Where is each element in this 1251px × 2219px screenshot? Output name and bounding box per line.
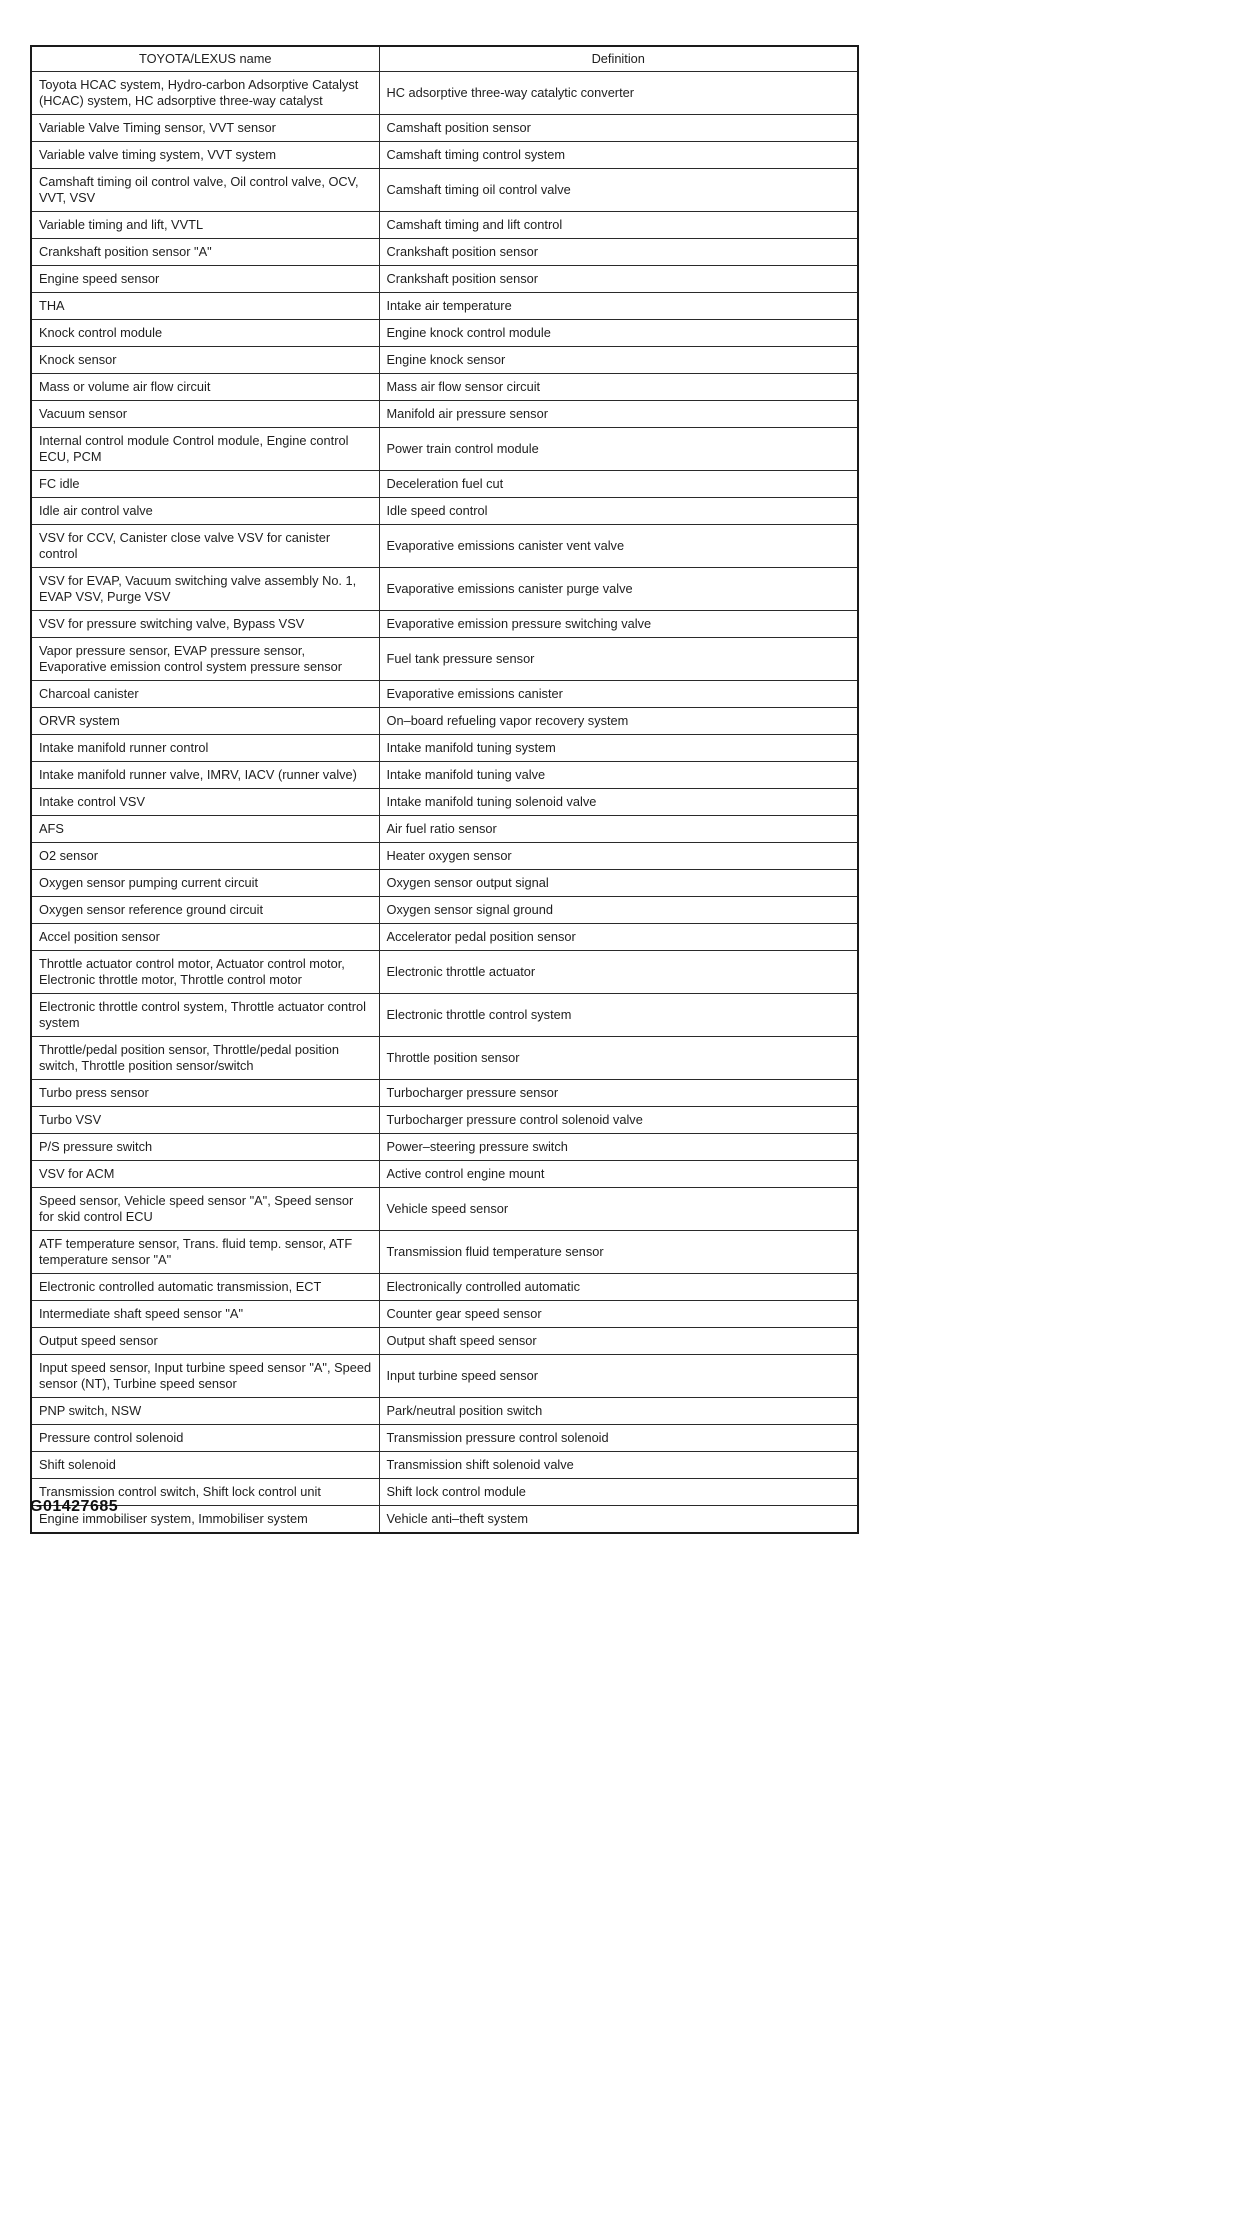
definition-cell: Electronic throttle control system (379, 994, 858, 1037)
toyota-lexus-name-cell: Camshaft timing oil control valve, Oil control valve, OCV, VVT, VSV (31, 169, 379, 212)
toyota-lexus-name-cell: ATF temperature sensor, Trans. fluid temp. sensor, ATF temperature sensor "A" (31, 1231, 379, 1274)
definition-cell: HC adsorptive three-way catalytic converter (379, 72, 858, 115)
toyota-lexus-name-cell: Mass or volume air flow circuit (31, 374, 379, 401)
table-row (31, 212, 858, 239)
table-row (31, 1107, 858, 1134)
definition-cell: Power–steering pressure switch (379, 1134, 858, 1161)
definition-cell: Mass air flow sensor circuit (379, 374, 858, 401)
definition-cell: Shift lock control module (379, 1479, 858, 1506)
definition-cell: Camshaft timing and lift control (379, 212, 858, 239)
definition-cell: Evaporative emissions canister (379, 681, 858, 708)
table-row (31, 924, 858, 951)
table-row (31, 525, 858, 568)
definition-cell: Fuel tank pressure sensor (379, 638, 858, 681)
definition-cell: Manifold air pressure sensor (379, 401, 858, 428)
toyota-lexus-name-cell: Crankshaft position sensor "A" (31, 239, 379, 266)
table-row (31, 1398, 858, 1425)
definition-cell: Crankshaft position sensor (379, 239, 858, 266)
toyota-lexus-name-cell: Pressure control solenoid (31, 1425, 379, 1452)
definition-cell: Intake manifold tuning system (379, 735, 858, 762)
table-row (31, 568, 858, 611)
toyota-lexus-name-cell: Toyota HCAC system, Hydro-carbon Adsorptive Catalyst (HCAC) system, HC adsorptive three-way catalyst (31, 72, 379, 115)
toyota-lexus-name-cell: Shift solenoid (31, 1452, 379, 1479)
definition-cell: Transmission shift solenoid valve (379, 1452, 858, 1479)
toyota-lexus-name-cell: Transmission control switch, Shift lock control unit (31, 1479, 379, 1506)
toyota-lexus-name-cell: Vapor pressure sensor, EVAP pressure sensor, Evaporative emission control system pressure sensor (31, 638, 379, 681)
toyota-lexus-name-cell: Charcoal canister (31, 681, 379, 708)
toyota-lexus-name-cell: P/S pressure switch (31, 1134, 379, 1161)
definition-cell: Camshaft position sensor (379, 115, 858, 142)
definition-cell: Deceleration fuel cut (379, 471, 858, 498)
terminology-table (30, 45, 859, 1534)
toyota-lexus-name-cell: Oxygen sensor pumping current circuit (31, 870, 379, 897)
table-row (31, 1425, 858, 1452)
table-row (31, 471, 858, 498)
table-row (31, 293, 858, 320)
definition-cell: Evaporative emissions canister purge valve (379, 568, 858, 611)
table-row (31, 611, 858, 638)
definition-cell: Turbocharger pressure control solenoid valve (379, 1107, 858, 1134)
table-header-row (31, 46, 858, 72)
toyota-lexus-name-cell: Vacuum sensor (31, 401, 379, 428)
toyota-lexus-name-cell: Speed sensor, Vehicle speed sensor "A", Speed sensor for skid control ECU (31, 1188, 379, 1231)
table-row (31, 1188, 858, 1231)
definition-cell: Oxygen sensor output signal (379, 870, 858, 897)
column-header-definition: Definition (379, 46, 858, 72)
table-row (31, 994, 858, 1037)
toyota-lexus-name-cell: ORVR system (31, 708, 379, 735)
table-row (31, 169, 858, 212)
toyota-lexus-name-cell: Output speed sensor (31, 1328, 379, 1355)
toyota-lexus-name-cell: AFS (31, 816, 379, 843)
toyota-lexus-name-cell: Accel position sensor (31, 924, 379, 951)
toyota-lexus-name-cell: THA (31, 293, 379, 320)
table-row (31, 401, 858, 428)
toyota-lexus-name-cell: VSV for ACM (31, 1161, 379, 1188)
table-row (31, 1037, 858, 1080)
table-row (31, 816, 858, 843)
definition-cell: Electronic throttle actuator (379, 951, 858, 994)
table-row (31, 681, 858, 708)
definition-cell: Air fuel ratio sensor (379, 816, 858, 843)
definition-cell: Input turbine speed sensor (379, 1355, 858, 1398)
toyota-lexus-name-cell: Turbo VSV (31, 1107, 379, 1134)
definition-cell: Vehicle anti–theft system (379, 1506, 858, 1534)
table-row (31, 1328, 858, 1355)
definition-cell: Camshaft timing oil control valve (379, 169, 858, 212)
table-row (31, 897, 858, 924)
table-row (31, 374, 858, 401)
table-row (31, 735, 858, 762)
definition-cell: Intake manifold tuning valve (379, 762, 858, 789)
toyota-lexus-name-cell: Variable Valve Timing sensor, VVT sensor (31, 115, 379, 142)
definition-cell: On–board refueling vapor recovery system (379, 708, 858, 735)
definition-cell: Turbocharger pressure sensor (379, 1080, 858, 1107)
toyota-lexus-name-cell: Intake manifold runner valve, IMRV, IACV (runner valve) (31, 762, 379, 789)
figure-id-label: G01427685 (30, 1498, 119, 1515)
toyota-lexus-name-cell: Electronic controlled automatic transmission, ECT (31, 1274, 379, 1301)
toyota-lexus-name-cell: Intermediate shaft speed sensor "A" (31, 1301, 379, 1328)
table-row (31, 72, 858, 115)
toyota-lexus-name-cell: Turbo press sensor (31, 1080, 379, 1107)
toyota-lexus-name-cell: O2 sensor (31, 843, 379, 870)
definition-cell: Electronically controlled automatic (379, 1274, 858, 1301)
toyota-lexus-name-cell: FC idle (31, 471, 379, 498)
definition-cell: Heater oxygen sensor (379, 843, 858, 870)
table-row (31, 951, 858, 994)
toyota-lexus-name-cell: Engine speed sensor (31, 266, 379, 293)
table-row (31, 870, 858, 897)
definition-cell: Vehicle speed sensor (379, 1188, 858, 1231)
definition-cell: Crankshaft position sensor (379, 266, 858, 293)
table-row (31, 1301, 858, 1328)
toyota-lexus-name-cell: VSV for pressure switching valve, Bypass VSV (31, 611, 379, 638)
definition-cell: Evaporative emission pressure switching valve (379, 611, 858, 638)
definition-cell: Counter gear speed sensor (379, 1301, 858, 1328)
definition-cell: Evaporative emissions canister vent valve (379, 525, 858, 568)
table-row (31, 638, 858, 681)
table-row (31, 1080, 858, 1107)
table-row (31, 789, 858, 816)
toyota-lexus-name-cell: Internal control module Control module, Engine control ECU, PCM (31, 428, 379, 471)
table-row (31, 142, 858, 169)
definition-cell: Park/neutral position switch (379, 1398, 858, 1425)
definition-cell: Power train control module (379, 428, 858, 471)
table-row (31, 266, 858, 293)
definition-cell: Active control engine mount (379, 1161, 858, 1188)
toyota-lexus-name-cell: Intake control VSV (31, 789, 379, 816)
toyota-lexus-name-cell: Knock control module (31, 320, 379, 347)
definition-cell: Throttle position sensor (379, 1037, 858, 1080)
toyota-lexus-name-cell: Intake manifold runner control (31, 735, 379, 762)
table-row (31, 1452, 858, 1479)
column-header-toyota-lexus-name: TOYOTA/LEXUS name (31, 46, 379, 72)
table-row (31, 320, 858, 347)
table-row (31, 1479, 858, 1506)
definition-cell: Accelerator pedal position sensor (379, 924, 858, 951)
definition-cell: Oxygen sensor signal ground (379, 897, 858, 924)
definition-cell: Intake manifold tuning solenoid valve (379, 789, 858, 816)
table-row (31, 1134, 858, 1161)
table-row (31, 708, 858, 735)
table-row (31, 347, 858, 374)
definition-cell: Transmission fluid temperature sensor (379, 1231, 858, 1274)
table-row (31, 762, 858, 789)
table-row (31, 843, 858, 870)
definition-cell: Intake air temperature (379, 293, 858, 320)
definition-cell: Transmission pressure control solenoid (379, 1425, 858, 1452)
toyota-lexus-name-cell: Variable valve timing system, VVT system (31, 142, 379, 169)
toyota-lexus-name-cell: Knock sensor (31, 347, 379, 374)
table-row (31, 498, 858, 525)
toyota-lexus-name-cell: Input speed sensor, Input turbine speed sensor "A", Speed sensor (NT), Turbine speed sensor (31, 1355, 379, 1398)
toyota-lexus-name-cell: Variable timing and lift, VVTL (31, 212, 379, 239)
definition-cell: Idle speed control (379, 498, 858, 525)
table-row (31, 1506, 858, 1534)
definition-cell: Engine knock control module (379, 320, 858, 347)
table-row (31, 1161, 858, 1188)
toyota-lexus-name-cell: Oxygen sensor reference ground circuit (31, 897, 379, 924)
toyota-lexus-name-cell: PNP switch, NSW (31, 1398, 379, 1425)
toyota-lexus-name-cell: Idle air control valve (31, 498, 379, 525)
table-row (31, 1231, 858, 1274)
table-row (31, 428, 858, 471)
table-row (31, 1355, 858, 1398)
toyota-lexus-name-cell: Throttle/pedal position sensor, Throttle/pedal position switch, Throttle position sensor/switch (31, 1037, 379, 1080)
definition-cell: Camshaft timing control system (379, 142, 858, 169)
table-row (31, 1274, 858, 1301)
table-row (31, 239, 858, 266)
toyota-lexus-name-cell: Electronic throttle control system, Throttle actuator control system (31, 994, 379, 1037)
toyota-lexus-name-cell: Throttle actuator control motor, Actuator control motor, Electronic throttle motor, Throttle control motor (31, 951, 379, 994)
toyota-lexus-name-cell: VSV for CCV, Canister close valve VSV for canister control (31, 525, 379, 568)
terminology-table-body (31, 72, 858, 1534)
toyota-lexus-name-cell: Engine immobiliser system, Immobiliser system (31, 1506, 379, 1534)
definition-cell: Output shaft speed sensor (379, 1328, 858, 1355)
toyota-lexus-name-cell: VSV for EVAP, Vacuum switching valve assembly No. 1, EVAP VSV, Purge VSV (31, 568, 379, 611)
table-row (31, 115, 858, 142)
definition-cell: Engine knock sensor (379, 347, 858, 374)
